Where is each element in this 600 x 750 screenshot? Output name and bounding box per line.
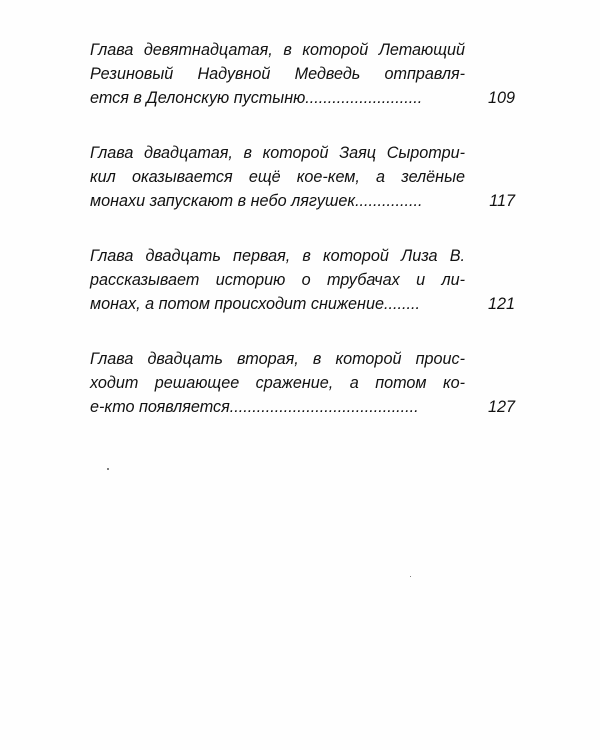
page-number: 109 [487,89,515,107]
entry-line: Резиновый Надувной Медведь отправля- [90,65,465,83]
entry-line: Глава девятнадцатая, в которой Летающий [90,41,465,59]
entry-line-last [90,292,468,316]
entry-line-last [90,395,468,419]
entry-line-text: монахи запускают в небо лягушек [90,192,356,210]
entry-line: Глава двадцать вторая, в которой проис- [90,350,465,368]
entry-line-text: е-кто появляется [90,398,230,416]
table-of-contents [90,38,515,450]
paper-speck [410,576,411,577]
page-number: 127 [487,398,515,416]
entry-line: ходит решающее сражение, а потом ко- [90,374,465,392]
dot-leader: ............... [355,192,423,210]
page-number: 121 [487,295,515,313]
entry-line: кил оказывается ещё кое-кем, а зелёные [90,168,465,186]
entry-line: рассказывает историю о трубачах и ли- [90,271,465,289]
dot-leader: .......................................... [229,398,419,416]
entry-line-text: монах, а потом происходит снижение [90,295,384,313]
page-number: 117 [489,192,515,210]
dot-leader: ........ [383,295,420,313]
toc-entry-chapter-22 [90,347,515,419]
entry-line-last [90,86,468,110]
toc-entry-chapter-19 [90,38,515,110]
toc-entry-chapter-21 [90,244,515,316]
toc-entry-chapter-20 [90,141,515,213]
dot-leader: .......................... [305,89,423,107]
entry-line: Глава двадцать первая, в которой Лиза В. [90,247,465,265]
entry-line-last [90,189,468,213]
entry-line-text: ется в Делонскую пустыню [90,89,306,107]
paper-speck [107,468,109,470]
entry-line: Глава двадцатая, в которой Заяц Сыротри- [90,144,465,162]
